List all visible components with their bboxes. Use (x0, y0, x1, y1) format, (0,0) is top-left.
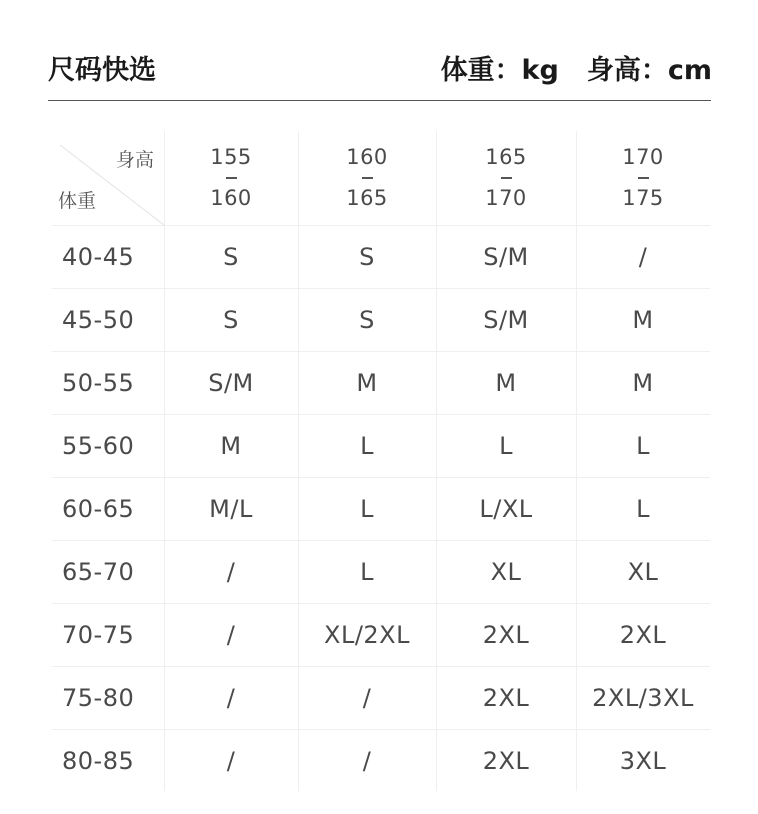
size-cell: L (636, 495, 650, 523)
weight-range-cell: 45-50 (62, 306, 135, 334)
size-cell: S/M (483, 306, 529, 334)
table-row (52, 541, 710, 604)
header-divider (48, 100, 711, 101)
size-cell: S/M (483, 243, 529, 271)
size-cell: / (362, 747, 372, 775)
header-row (52, 131, 710, 226)
size-cell: 2XL (482, 621, 530, 649)
height-to: 175 (622, 186, 664, 210)
range-dash (638, 177, 649, 179)
range-dash (362, 177, 373, 179)
height-from: 170 (622, 145, 664, 169)
table-row (52, 352, 710, 415)
size-cell: S (223, 243, 239, 271)
size-cell: M (495, 369, 517, 397)
table-row (52, 415, 710, 478)
height-from: 155 (210, 145, 252, 169)
table-row (52, 289, 710, 352)
table-row (52, 604, 710, 667)
table-row (52, 478, 710, 541)
weight-range-cell: 80-85 (62, 747, 135, 775)
corner-weight-label: 体重 (58, 190, 97, 212)
size-cell: S (223, 306, 239, 334)
size-cell: L (499, 432, 513, 460)
size-cell: M (632, 306, 654, 334)
weight-range-cell: 55-60 (62, 432, 135, 460)
size-cell: / (226, 621, 236, 649)
size-cell: / (362, 684, 372, 712)
size-cell: / (638, 243, 648, 271)
corner-height-label: 身高 (115, 149, 154, 171)
weight-range-cell: 75-80 (62, 684, 135, 712)
size-cell: / (226, 684, 236, 712)
unit-legend (441, 48, 712, 87)
size-cell: 2XL (482, 747, 530, 775)
table-row (52, 667, 710, 730)
weight-range-cell: 65-70 (62, 558, 135, 586)
size-cell: L (360, 495, 374, 523)
size-cell: L (636, 432, 650, 460)
weight-unit-label: 体重：kg (440, 55, 559, 86)
height-column-header (298, 131, 436, 225)
size-table (52, 131, 710, 792)
size-cell: XL (627, 558, 659, 586)
weight-range-cell: 50-55 (62, 369, 135, 397)
size-cell: M (356, 369, 378, 397)
size-cell: L (360, 432, 374, 460)
size-cell: S/M (208, 369, 254, 397)
size-cell: XL (490, 558, 522, 586)
height-to: 165 (346, 186, 388, 210)
size-cell: M (220, 432, 242, 460)
table-row (52, 226, 710, 289)
size-cell: XL/2XL (324, 621, 410, 649)
range-dash (226, 177, 237, 179)
height-unit-label: 身高：cm (586, 55, 712, 86)
height-from: 165 (485, 145, 527, 169)
height-from: 160 (346, 145, 388, 169)
size-cell: 2XL (482, 684, 530, 712)
page-title: 尺码快选 (48, 55, 156, 86)
size-cell: 2XL (619, 621, 667, 649)
weight-range-cell: 40-45 (62, 243, 135, 271)
range-dash (501, 177, 512, 179)
size-cell: L/XL (479, 495, 533, 523)
weight-range-cell: 60-65 (62, 495, 135, 523)
table-row (52, 730, 710, 792)
size-cell: S (359, 306, 375, 334)
size-cell: L (360, 558, 374, 586)
height-to: 160 (210, 186, 252, 210)
height-column-header (436, 131, 576, 225)
height-column-header (576, 131, 710, 225)
size-cell: / (226, 747, 236, 775)
height-to: 170 (485, 186, 527, 210)
size-cell: M/L (209, 495, 253, 523)
size-cell: / (226, 558, 236, 586)
size-cell: 2XL/3XL (592, 684, 694, 712)
size-cell: M (632, 369, 654, 397)
corner-cell (52, 131, 164, 225)
weight-range-cell: 70-75 (62, 621, 135, 649)
height-column-header (164, 131, 298, 225)
size-cell: 3XL (619, 747, 667, 775)
size-cell: S (359, 243, 375, 271)
